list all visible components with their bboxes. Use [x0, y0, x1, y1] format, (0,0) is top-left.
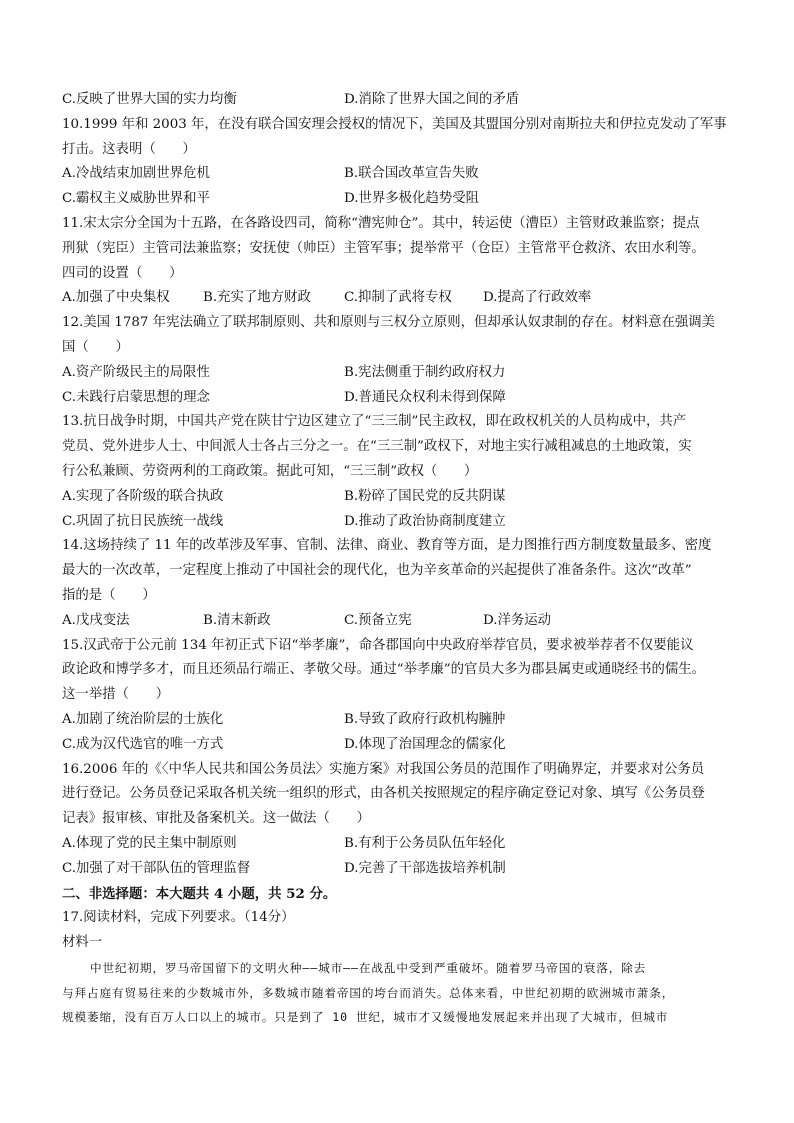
q16-stem-line-3: 记表》报审核、审批及备案机关。这一做法（ ）	[62, 811, 370, 827]
q9-options-cd	[62, 88, 742, 113]
q11-options	[62, 286, 742, 311]
q14-stem-line-2: 最大的一次改革，一定程度上推动了中国社会的现代化，也为辛亥革命的兴起提供了准备条件。这次“改革”	[62, 563, 692, 579]
q14-option-c[interactable]: C.预备立宪	[344, 612, 412, 628]
q11-option-d[interactable]: D.提高了行政效率	[483, 290, 592, 306]
q11-stem-line-2: 刑狱（宪臣）主管司法兼监察；安抚使（帅臣）主管军事；提举常平（仓臣）主管常平仓救济、农田水利等。	[62, 240, 705, 256]
q14-stem-line-1: 14.这场持续了 11 年的改革涉及军事、官制、法律、商业、教育等方面，是力图推行西方制度数量最多、密度	[62, 538, 712, 554]
q16-options-cd	[62, 857, 742, 882]
q14-stem-line-3: 指的是（ ）	[62, 587, 156, 603]
q11-stem-line-1: 11.宋太宗分全国为十五路，在各路设四司，简称“漕宪帅仓”。其中，转运使（漕臣）主管财政兼监察；提点	[62, 215, 700, 231]
q13-option-c[interactable]: C.巩固了抗日民族统一战线	[62, 513, 224, 529]
q12-stem-line-2: 国（ ）	[62, 339, 129, 355]
q15-options-ab	[62, 708, 742, 733]
q16-option-c[interactable]: C.加强了对干部队伍的管理监督	[62, 860, 251, 876]
q15-option-d[interactable]: D.体现了治国理念的儒家化	[344, 736, 506, 752]
q16-option-d[interactable]: D.完善了干部选拔培养机制	[344, 860, 506, 876]
q13-option-b[interactable]: B.粉碎了国民党的反共阴谋	[344, 488, 506, 504]
q13-options-cd	[62, 510, 742, 535]
q14-option-a[interactable]: A.戊戌变法	[62, 612, 130, 628]
q17-material-label: 材料一	[62, 935, 103, 951]
q16-options-ab	[62, 832, 742, 857]
q16-stem-line-2: 进行登记。公务员登记采取各机关统一组织的形式，由各机关按照规定的程序确定登记对象、填写《公务员登	[62, 786, 705, 802]
q10-option-a[interactable]: A.冷战结束加剧世界危机	[62, 166, 210, 182]
q10-option-d[interactable]: D.世界多极化趋势受阻	[344, 191, 480, 207]
q13-stem-line-2: 党员、党外进步人士、中间派人士各占三分之一。在“三三制”政权下，对地主实行减租减息的土地政策，实	[62, 439, 692, 455]
q14-option-b[interactable]: B.清末新政	[203, 612, 271, 628]
q16-stem-line-1: 16.2006 年的《〈中华人民共和国公务员法〉实施方案》对我国公务员的范围作了明确界定，并要求对公务员	[62, 761, 705, 777]
exam-page	[62, 88, 742, 1030]
q15-stem-line-1: 15.汉武帝于公元前 134 年初正式下诏“举孝廉”，命各郡国向中央政府举荐官员，要求被举荐者不仅要能议	[62, 637, 694, 653]
q12-options-ab	[62, 361, 742, 386]
q15-stem-line-2: 政论政和博学多才，而且还须品行端正、孝敬父母。通过“举孝廉”的官员大多为郡县属吏或通晓经书的儒生。	[62, 662, 706, 678]
q10-options-ab	[62, 162, 742, 187]
q12-stem-line-1: 12.美国 1787 年宪法确立了联邦制原则、共和原则与三权分立原则，但却承认奴隶制的存在。材料意在强调美	[62, 315, 716, 331]
q10-options-cd	[62, 187, 742, 212]
q17-stem: 17.阅读材料，完成下列要求。（14分）	[62, 910, 295, 926]
q12-options-cd	[62, 386, 742, 411]
q14-options	[62, 609, 742, 634]
section-2-heading: 二、非选择题：本大题共 4 小题，共 52 分。	[62, 885, 337, 902]
q13-stem-line-3: 行公私兼顾、劳资两利的工商政策。据此可知，“三三制”政权（ ）	[62, 463, 478, 479]
q10-stem-line-2: 打击。这表明（ ）	[62, 141, 196, 157]
q12-option-c[interactable]: C.未践行启蒙思想的理念	[62, 389, 210, 405]
q13-options-ab	[62, 485, 742, 510]
q17-material-line-1: 中世纪初期，罗马帝国留下的文明火种——城市——在战乱中受到严重破坏。随着罗马帝国的衰落，除去	[90, 960, 647, 975]
q9-option-d[interactable]: D.消除了世界大国之间的矛盾	[344, 92, 520, 107]
q12-option-d[interactable]: D.普通民众权利未得到保障	[344, 389, 506, 405]
q16-option-b[interactable]: B.有利于公务员队伍年轻化	[344, 835, 506, 851]
q15-options-cd	[62, 733, 742, 758]
q16-option-a[interactable]: A.体现了党的民主集中制原则	[62, 835, 237, 851]
q9-option-c[interactable]: C.反映了世界大国的实力均衡	[62, 92, 237, 107]
q12-option-b[interactable]: B.宪法侧重于制约政府权力	[344, 364, 506, 380]
q15-stem-line-3: 这一举措（ ）	[62, 687, 170, 703]
q15-option-c[interactable]: C.成为汉代选官的唯一方式	[62, 736, 224, 752]
q11-option-c[interactable]: C.抑制了武将专权	[344, 290, 452, 306]
q15-option-a[interactable]: A.加剧了统治阶层的士族化	[62, 711, 224, 727]
q10-stem-line-1: 10.1999 年和 2003 年，在没有联合国安理会授权的情况下，美国及其盟国分别对南斯拉夫和伊拉克发动了军事	[62, 116, 727, 132]
q17-material-line-2: 与拜占庭有贸易往来的少数城市外，多数城市随着帝国的垮台而消失。总体来看，中世纪初期的欧洲城市萧条，	[62, 985, 675, 1000]
q14-option-d[interactable]: D.洋务运动	[483, 612, 552, 628]
q10-option-c[interactable]: C.霸权主义威胁世界和平	[62, 191, 210, 207]
q11-option-b[interactable]: B.充实了地方财政	[203, 290, 311, 306]
q13-stem-line-1: 13.抗日战争时期，中国共产党在陕甘宁边区建立了“三三制”民主政权，即在政权机关的人员构成中，共产	[62, 414, 687, 430]
q15-option-b[interactable]: B.导致了政府行政机构臃肿	[344, 711, 506, 727]
q11-stem-line-3: 四司的设置（ ）	[62, 265, 183, 281]
q10-option-b[interactable]: B.联合国改革宣告失败	[344, 166, 479, 182]
q17-material-line-3: 规模萎缩，没有百万人口以上的城市。只是到了 10 世纪，城市才又缓慢地发展起来并出现了大城市，但城市	[62, 1010, 669, 1025]
q13-option-a[interactable]: A.实现了各阶级的联合执政	[62, 488, 224, 504]
q13-option-d[interactable]: D.推动了政治协商制度建立	[344, 513, 506, 529]
q12-option-a[interactable]: A.资产阶级民主的局限性	[62, 364, 210, 380]
q11-option-a[interactable]: A.加强了中央集权	[62, 290, 170, 306]
